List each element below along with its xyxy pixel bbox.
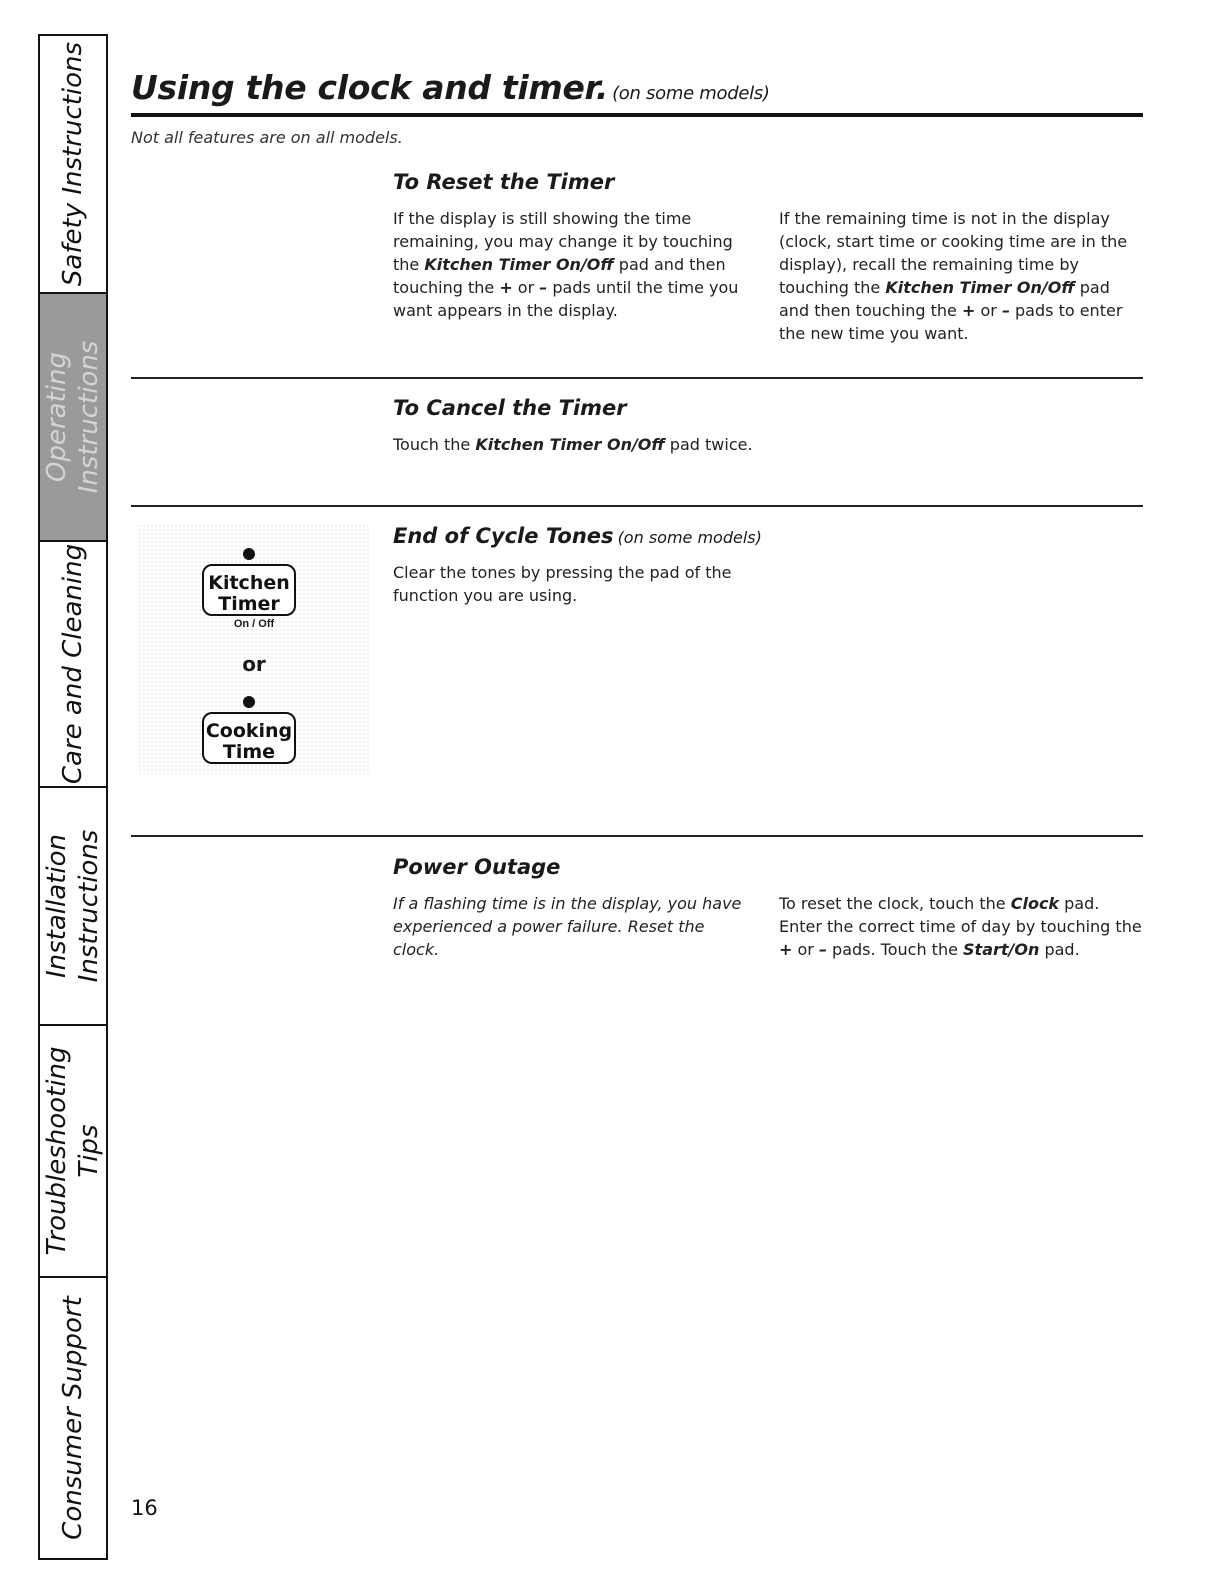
models-note: Not all features are on all models. [131, 128, 403, 147]
reset-timer-text-right: If the remaining time is not in the display (clock, start time or cooking time are in the display), recall the remaining time by touching the Kitchen Timer On/Off pad and then touching the + or – pads to enter the new time you want. [779, 209, 1128, 343]
reset-timer-text-left: If the display is still showing the time remaining, you may change it by touching the Kitchen Timer On/Off pad and then touching the + or – pads until the time you want appears in the display. [393, 209, 739, 320]
section-divider [131, 835, 1143, 837]
tab-label: Consumer Support [58, 1296, 88, 1540]
tab-label: Care and Cleaning [58, 543, 88, 785]
cancel-timer-heading: To Cancel the Timer [393, 396, 627, 420]
cancel-timer-text: Touch the Kitchen Timer On/Off pad twice. [393, 435, 753, 454]
tab-label: Instructions [74, 829, 104, 983]
title-divider [131, 113, 1143, 117]
tab-label: Installation [42, 833, 72, 979]
tab-care-and-cleaning[interactable] [40, 542, 106, 788]
tab-label: Instructions [74, 340, 104, 494]
kitchen-timer-pad [202, 564, 296, 616]
tab-consumer-support[interactable] [40, 1278, 106, 1558]
side-tab-bar [38, 34, 108, 1560]
page-number: 16 [131, 1496, 158, 1520]
power-outage-text-left: If a flashing time is in the display, you have experienced a power failure. Reset the clock. [393, 894, 742, 959]
pad-label: Time [222, 741, 276, 763]
tab-label: Operating [42, 352, 72, 483]
pad-label: Cooking [205, 720, 293, 742]
tab-installation-instructions[interactable] [40, 788, 106, 1026]
end-of-cycle-tones-text: Clear the tones by pressing the pad of the function you are using. [393, 563, 732, 605]
pad-label: Kitchen [208, 572, 290, 594]
indicator-light-icon [243, 548, 255, 560]
reset-timer-heading: To Reset the Timer [393, 170, 615, 194]
pad-label: Timer [218, 593, 280, 615]
page-title-text: Using the clock and timer. [131, 68, 609, 107]
tab-troubleshooting-tips[interactable] [40, 1026, 106, 1278]
section-divider [131, 377, 1143, 379]
or-label: or [242, 652, 266, 676]
power-outage-text-right: To reset the clock, touch the Clock pad. Enter the correct time of day by touching the + or – pads. Touch the Start/On pad. [779, 894, 1142, 959]
on-off-caption: On / Off [233, 618, 275, 630]
page-title [131, 68, 770, 107]
tab-safety-instructions[interactable] [40, 36, 106, 294]
control-pad-illustration [138, 524, 370, 774]
indicator-light-icon [243, 696, 255, 708]
end-of-cycle-tones-heading: End of Cycle Tones (on some models) [393, 524, 762, 548]
cooking-time-pad [202, 712, 296, 764]
tab-label: Safety Instructions [58, 41, 88, 287]
section-divider [131, 505, 1143, 507]
page-title-suffix: (on some models) [612, 83, 770, 104]
tab-operating-instructions[interactable] [40, 294, 106, 542]
power-outage-heading: Power Outage [393, 855, 561, 879]
tab-label: Troubleshooting [42, 1046, 72, 1256]
tab-label: Tips [74, 1124, 104, 1178]
